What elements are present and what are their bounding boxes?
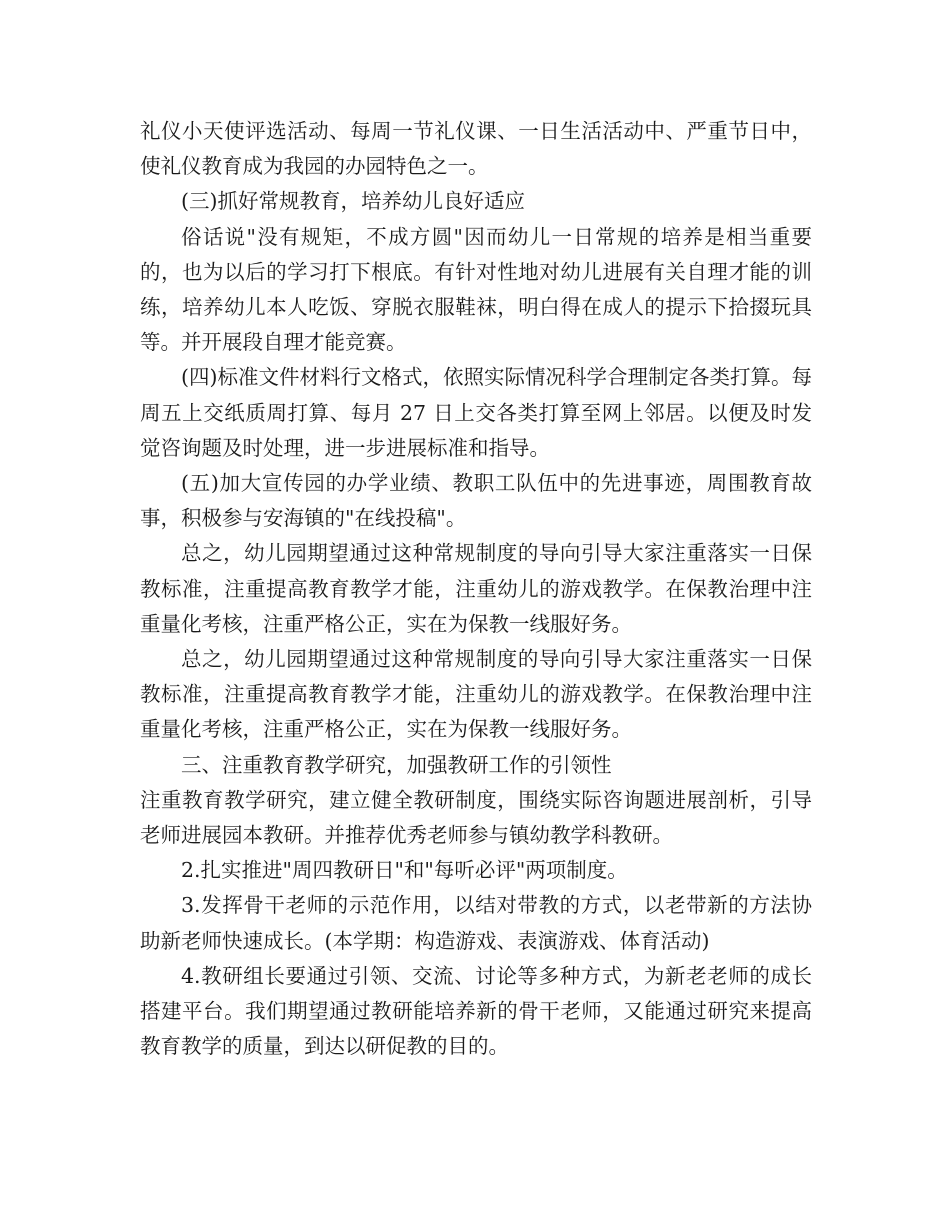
paragraph-7: 总之，幼儿园期望通过这种常规制度的导向引导大家注重落实一日保教标准，注重提高教育教学才能，注重幼儿的游戏教学。在保教治理中注重量化考核，注重严格公正，实在为保教一线服好务。	[140, 647, 812, 742]
paragraph-1: 礼仪小天使评选活动、每周一节礼仪课、一日生活活动中、严重节日中，使礼仪教育成为我园的办园特色之一。	[140, 119, 812, 179]
paragraph-9: 注重教育教学研究，建立健全教研制度，围绕实际咨询题进展剖析，引导老师进展园本教研。并推荐优秀老师参与镇幼教学科教研。	[140, 787, 812, 848]
paragraph-5: (五)加大宣传园的办学业绩、教职工队伍中的先进事迹，周围教育故事，积极参与安海镇的"在线投稿"。	[140, 471, 812, 531]
list-item-3: 3.发挥骨干老师的示范作用，以结对带教的方式，以老带新的方法协助新老师快速成长。(本学期：构造游戏、表演游戏、体育活动)	[140, 893, 812, 953]
paragraph-6: 总之，幼儿园期望通过这种常规制度的导向引导大家注重落实一日保教标准，注重提高教育教学才能，注重幼儿的游戏教学。在保教治理中注重量化考核，注重严格公正，实在为保教一线服好务。	[140, 541, 812, 636]
paragraph-2: (三)抓好常规教育，培养幼儿良好适应	[181, 189, 525, 214]
paragraph-3: 俗话说"没有规矩，不成方圆"因而幼儿一日常规的培养是相当重要的，也为以后的学习打下根底。有针对性地对幼儿进展有关自理才能的训练，培养幼儿本人吃饭、穿脱衣服鞋袜，明白得在成人的提示下拾掇玩具等。并开展段自理才能竞赛。	[140, 224, 812, 355]
list-item-2: 2.扎实推进"周四教研日"和"每听必评"两项制度。	[181, 858, 628, 883]
document-page	[140, 114, 812, 1064]
list-item-4: 4.教研组长要通过引领、交流、讨论等多种方式，为新老老师的成长搭建平台。我们期望通过教研能培养新的骨干老师，又能通过研究来提高教育教学的质量，到达以研促教的目的。	[140, 963, 812, 1059]
section-heading: 三、注重教育教学研究，加强教研工作的引领性	[181, 752, 612, 777]
paragraph-4: (四)标准文件材料行文格式，依照实际情况科学合理制定各类打算。每周五上交纸质周打算、每月 27 日上交各类打算至网上邻居。以便及时发觉咨询题及时处理，进一步进展标准和指导。	[140, 365, 812, 460]
